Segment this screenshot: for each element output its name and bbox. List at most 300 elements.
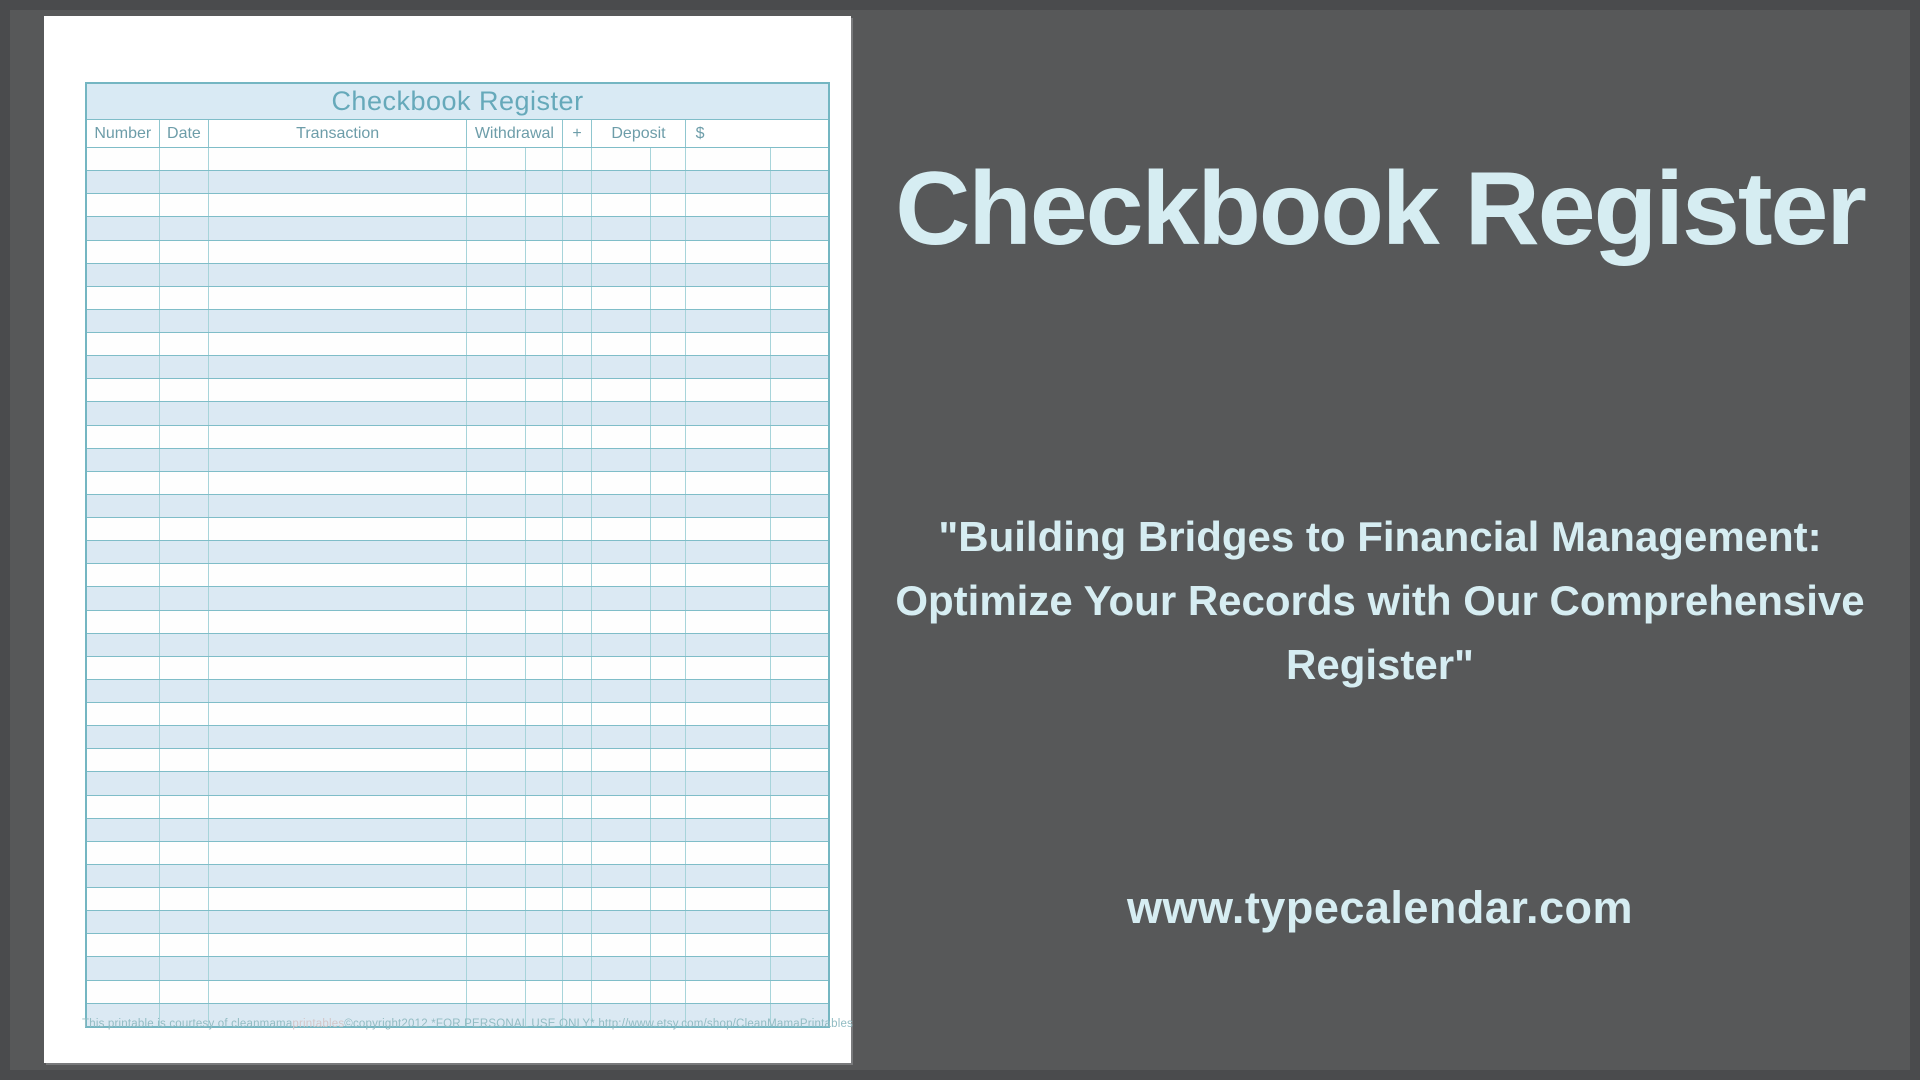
register-cell xyxy=(526,495,563,517)
register-cell xyxy=(209,911,467,933)
register-cell xyxy=(209,356,467,378)
register-cell xyxy=(87,772,160,794)
register-cell xyxy=(563,657,593,679)
register-cell xyxy=(592,310,651,332)
register-cell xyxy=(651,726,686,748)
register-cell xyxy=(87,379,160,401)
register-cell xyxy=(526,564,563,586)
register-cell xyxy=(160,703,210,725)
register-cell xyxy=(87,310,160,332)
register-cell xyxy=(209,194,467,216)
register-cell xyxy=(160,865,210,887)
register-cell xyxy=(563,634,593,656)
register-cell xyxy=(467,264,526,286)
register-cell xyxy=(526,356,563,378)
register-cell xyxy=(87,865,160,887)
register-cell xyxy=(526,934,563,956)
register-cell xyxy=(651,888,686,910)
register-cell xyxy=(526,796,563,818)
table-title-band xyxy=(87,84,828,120)
register-cell xyxy=(160,194,210,216)
register-cell xyxy=(160,472,210,494)
register-cell xyxy=(686,241,771,263)
register-cell xyxy=(686,472,771,494)
register-cell xyxy=(563,518,593,540)
register-cell xyxy=(87,911,160,933)
register-cell xyxy=(209,796,467,818)
register-cell xyxy=(563,356,593,378)
register-cell xyxy=(686,703,771,725)
register-cell xyxy=(651,171,686,193)
register-cell xyxy=(651,611,686,633)
column-header-plus: + xyxy=(563,120,593,147)
register-cell xyxy=(467,796,526,818)
register-cell xyxy=(467,564,526,586)
column-header-transaction: Transaction xyxy=(209,120,467,147)
register-cell xyxy=(771,796,828,818)
register-cell xyxy=(592,426,651,448)
register-cell xyxy=(771,634,828,656)
register-cell xyxy=(686,449,771,471)
register-cell xyxy=(467,911,526,933)
register-cell xyxy=(592,587,651,609)
register-cell xyxy=(651,310,686,332)
column-header-withdrawal: Withdrawal xyxy=(467,120,563,147)
promo-quote-line-1: "Building Bridges to Financial Management: xyxy=(938,513,1822,560)
register-cell xyxy=(87,842,160,864)
table-row xyxy=(87,634,828,657)
register-cell xyxy=(526,842,563,864)
register-cell xyxy=(592,749,651,771)
register-cell xyxy=(563,402,593,424)
register-cell xyxy=(563,148,593,170)
register-cell xyxy=(563,541,593,563)
register-cell xyxy=(592,356,651,378)
register-cell xyxy=(209,749,467,771)
register-cell xyxy=(686,356,771,378)
table-row xyxy=(87,934,828,957)
table-row xyxy=(87,680,828,703)
register-cell xyxy=(686,287,771,309)
register-cell xyxy=(87,264,160,286)
register-cell xyxy=(526,657,563,679)
register-cell xyxy=(467,379,526,401)
register-cell xyxy=(592,703,651,725)
register-cell xyxy=(592,518,651,540)
register-cell xyxy=(686,541,771,563)
register-cell xyxy=(686,911,771,933)
register-cell xyxy=(771,842,828,864)
column-header-balance-dollar: $ xyxy=(695,124,705,142)
register-cell xyxy=(771,241,828,263)
register-cell xyxy=(87,634,160,656)
table-row xyxy=(87,796,828,819)
register-cell xyxy=(563,241,593,263)
table-row xyxy=(87,842,828,865)
register-cell xyxy=(686,148,771,170)
register-cell xyxy=(686,865,771,887)
register-cell xyxy=(563,449,593,471)
register-cell xyxy=(87,957,160,979)
register-cell xyxy=(160,842,210,864)
register-cell xyxy=(160,333,210,355)
register-cell xyxy=(87,796,160,818)
register-cell xyxy=(160,587,210,609)
register-cell xyxy=(563,194,593,216)
register-cell xyxy=(526,888,563,910)
register-cell xyxy=(467,749,526,771)
register-cell xyxy=(651,772,686,794)
register-cell xyxy=(592,842,651,864)
table-row xyxy=(87,518,828,541)
register-cell xyxy=(87,611,160,633)
register-cell xyxy=(686,657,771,679)
table-header-row xyxy=(87,120,828,148)
register-cell xyxy=(526,379,563,401)
printable-page xyxy=(44,16,851,1063)
register-cell xyxy=(209,518,467,540)
table-row xyxy=(87,171,828,194)
register-cell xyxy=(563,611,593,633)
register-cell xyxy=(771,981,828,1003)
register-cell xyxy=(209,241,467,263)
register-cell xyxy=(526,217,563,239)
register-cell xyxy=(87,356,160,378)
table-row xyxy=(87,356,828,379)
register-cell xyxy=(771,171,828,193)
register-cell xyxy=(87,819,160,841)
register-cell xyxy=(651,749,686,771)
register-cell xyxy=(87,518,160,540)
register-cell xyxy=(686,310,771,332)
register-cell xyxy=(209,264,467,286)
register-cell xyxy=(209,772,467,794)
register-cell xyxy=(563,287,593,309)
register-cell xyxy=(526,402,563,424)
register-cell xyxy=(686,194,771,216)
register-cell xyxy=(686,333,771,355)
register-cell xyxy=(467,495,526,517)
register-cell xyxy=(526,911,563,933)
register-cell xyxy=(651,518,686,540)
register-cell xyxy=(160,310,210,332)
register-cell xyxy=(87,495,160,517)
table-row xyxy=(87,911,828,934)
register-cell xyxy=(87,217,160,239)
register-cell xyxy=(160,402,210,424)
register-cell xyxy=(87,148,160,170)
register-cell xyxy=(592,287,651,309)
register-cell xyxy=(87,402,160,424)
table-row xyxy=(87,865,828,888)
register-cell xyxy=(592,911,651,933)
register-cell xyxy=(209,865,467,887)
table-row xyxy=(87,241,828,264)
register-cell xyxy=(592,657,651,679)
register-cell xyxy=(592,796,651,818)
register-cell xyxy=(467,310,526,332)
register-cell xyxy=(87,287,160,309)
register-cell xyxy=(686,611,771,633)
register-cell xyxy=(592,680,651,702)
register-cell xyxy=(526,541,563,563)
register-cell xyxy=(651,333,686,355)
register-cell xyxy=(686,564,771,586)
register-cell xyxy=(686,264,771,286)
register-cell xyxy=(526,518,563,540)
register-cell xyxy=(592,934,651,956)
table-row xyxy=(87,819,828,842)
register-cell xyxy=(686,426,771,448)
table-row xyxy=(87,726,828,749)
register-cell xyxy=(771,911,828,933)
register-cell xyxy=(209,564,467,586)
register-cell xyxy=(651,148,686,170)
register-cell xyxy=(592,541,651,563)
register-cell xyxy=(592,472,651,494)
register-cell xyxy=(87,888,160,910)
register-cell xyxy=(686,981,771,1003)
register-cell xyxy=(209,171,467,193)
register-cell xyxy=(467,957,526,979)
register-cell xyxy=(209,611,467,633)
register-cell xyxy=(87,541,160,563)
register-cell xyxy=(160,819,210,841)
register-cell xyxy=(526,241,563,263)
register-cell xyxy=(651,379,686,401)
register-cell xyxy=(526,426,563,448)
register-cell xyxy=(160,518,210,540)
register-cell xyxy=(651,634,686,656)
register-cell xyxy=(209,634,467,656)
register-cell xyxy=(592,981,651,1003)
register-cell xyxy=(592,495,651,517)
register-cell xyxy=(209,726,467,748)
column-header-number: Number xyxy=(87,120,160,147)
register-cell xyxy=(160,426,210,448)
register-cell xyxy=(467,680,526,702)
register-cell xyxy=(467,934,526,956)
register-cell xyxy=(686,402,771,424)
register-cell xyxy=(563,217,593,239)
register-cell xyxy=(651,241,686,263)
promo-panel xyxy=(860,0,1910,1080)
table-row xyxy=(87,287,828,310)
footer-credit-faded: printables xyxy=(292,1018,345,1030)
register-cell xyxy=(467,241,526,263)
register-cell xyxy=(592,264,651,286)
register-cell xyxy=(526,865,563,887)
register-cell xyxy=(592,634,651,656)
register-cell xyxy=(651,819,686,841)
table-row xyxy=(87,426,828,449)
register-cell xyxy=(160,611,210,633)
table-row xyxy=(87,217,828,240)
register-cell xyxy=(209,957,467,979)
register-cell xyxy=(467,449,526,471)
register-cell xyxy=(686,587,771,609)
register-cell xyxy=(160,934,210,956)
register-cell xyxy=(771,957,828,979)
table-title: Checkbook Register xyxy=(331,86,584,116)
register-cell xyxy=(771,310,828,332)
register-cell xyxy=(563,726,593,748)
register-cell xyxy=(686,772,771,794)
register-cell xyxy=(526,287,563,309)
register-cell xyxy=(526,981,563,1003)
register-cell xyxy=(563,911,593,933)
register-cell xyxy=(467,402,526,424)
register-cell xyxy=(526,819,563,841)
register-cell xyxy=(209,657,467,679)
register-cell xyxy=(686,217,771,239)
promo-quote-line-3: Register" xyxy=(1286,641,1474,688)
register-cell xyxy=(563,379,593,401)
register-cell xyxy=(160,148,210,170)
register-cell xyxy=(651,842,686,864)
register-cell xyxy=(686,888,771,910)
register-cell xyxy=(526,449,563,471)
register-cell xyxy=(467,981,526,1003)
promo-quote-line-2: Optimize Your Records with Our Comprehensive xyxy=(895,577,1865,624)
register-cell xyxy=(771,217,828,239)
register-cell xyxy=(467,888,526,910)
register-cell xyxy=(87,426,160,448)
page-title: Checkbook Register xyxy=(895,151,1865,267)
register-cell xyxy=(526,703,563,725)
register-cell xyxy=(87,241,160,263)
register-cell xyxy=(87,726,160,748)
register-cell xyxy=(467,541,526,563)
register-cell xyxy=(563,564,593,586)
register-cell xyxy=(592,888,651,910)
register-cell xyxy=(651,264,686,286)
table-row xyxy=(87,495,828,518)
register-cell xyxy=(209,148,467,170)
register-cell xyxy=(87,680,160,702)
table-row xyxy=(87,888,828,911)
register-cell xyxy=(686,518,771,540)
register-cell xyxy=(563,426,593,448)
register-cell xyxy=(467,587,526,609)
register-cell xyxy=(651,865,686,887)
register-cell xyxy=(563,264,593,286)
register-cell xyxy=(771,819,828,841)
register-cell xyxy=(563,680,593,702)
register-cell xyxy=(771,726,828,748)
table-row xyxy=(87,194,828,217)
promo-quote xyxy=(860,505,1900,697)
register-cell xyxy=(87,171,160,193)
register-cell xyxy=(563,333,593,355)
register-cell xyxy=(209,981,467,1003)
register-cell xyxy=(87,449,160,471)
register-cell xyxy=(651,911,686,933)
register-cell xyxy=(686,957,771,979)
register-cell xyxy=(592,333,651,355)
register-cell xyxy=(87,657,160,679)
register-cell xyxy=(592,865,651,887)
register-cell xyxy=(467,287,526,309)
register-cell xyxy=(209,495,467,517)
register-cell xyxy=(592,819,651,841)
register-cell xyxy=(771,888,828,910)
register-cell xyxy=(651,981,686,1003)
register-cell xyxy=(160,495,210,517)
register-cell xyxy=(87,749,160,771)
register-cell xyxy=(160,680,210,702)
register-cell xyxy=(467,819,526,841)
table-row xyxy=(87,703,828,726)
register-cell xyxy=(686,796,771,818)
register-cell xyxy=(651,657,686,679)
register-cell xyxy=(592,171,651,193)
register-cell xyxy=(160,749,210,771)
register-cell xyxy=(467,333,526,355)
register-cell xyxy=(87,564,160,586)
register-cell xyxy=(686,819,771,841)
register-cell xyxy=(209,842,467,864)
register-cell xyxy=(686,171,771,193)
register-cell xyxy=(592,957,651,979)
register-cell xyxy=(160,772,210,794)
register-cell xyxy=(209,310,467,332)
register-cell xyxy=(209,819,467,841)
register-cell xyxy=(209,888,467,910)
table-row xyxy=(87,333,828,356)
register-cell xyxy=(526,611,563,633)
register-cell xyxy=(467,426,526,448)
register-cell xyxy=(87,934,160,956)
register-cell xyxy=(563,472,593,494)
register-cell xyxy=(467,194,526,216)
register-cell xyxy=(592,379,651,401)
register-cell xyxy=(771,356,828,378)
register-cell xyxy=(686,495,771,517)
register-cell xyxy=(160,356,210,378)
register-cell xyxy=(592,449,651,471)
register-cell xyxy=(160,796,210,818)
register-cell xyxy=(87,333,160,355)
table-row xyxy=(87,379,828,402)
register-cell xyxy=(563,981,593,1003)
register-cell xyxy=(160,726,210,748)
register-cell xyxy=(651,495,686,517)
register-cell xyxy=(592,148,651,170)
register-cell xyxy=(592,217,651,239)
register-cell xyxy=(526,333,563,355)
register-cell xyxy=(592,726,651,748)
register-cell xyxy=(160,287,210,309)
register-cell xyxy=(467,634,526,656)
table-row xyxy=(87,310,828,333)
website-url: www.typecalendar.com xyxy=(1126,882,1633,933)
register-cell xyxy=(467,518,526,540)
register-cell xyxy=(209,449,467,471)
register-cell xyxy=(651,680,686,702)
register-cell xyxy=(160,957,210,979)
register-cell xyxy=(563,842,593,864)
register-cell xyxy=(771,264,828,286)
register-cell xyxy=(87,194,160,216)
register-cell xyxy=(771,518,828,540)
register-cell xyxy=(209,934,467,956)
table-row xyxy=(87,772,828,795)
register-cell xyxy=(563,587,593,609)
register-cell xyxy=(526,587,563,609)
table-row xyxy=(87,981,828,1004)
register-cell xyxy=(467,217,526,239)
